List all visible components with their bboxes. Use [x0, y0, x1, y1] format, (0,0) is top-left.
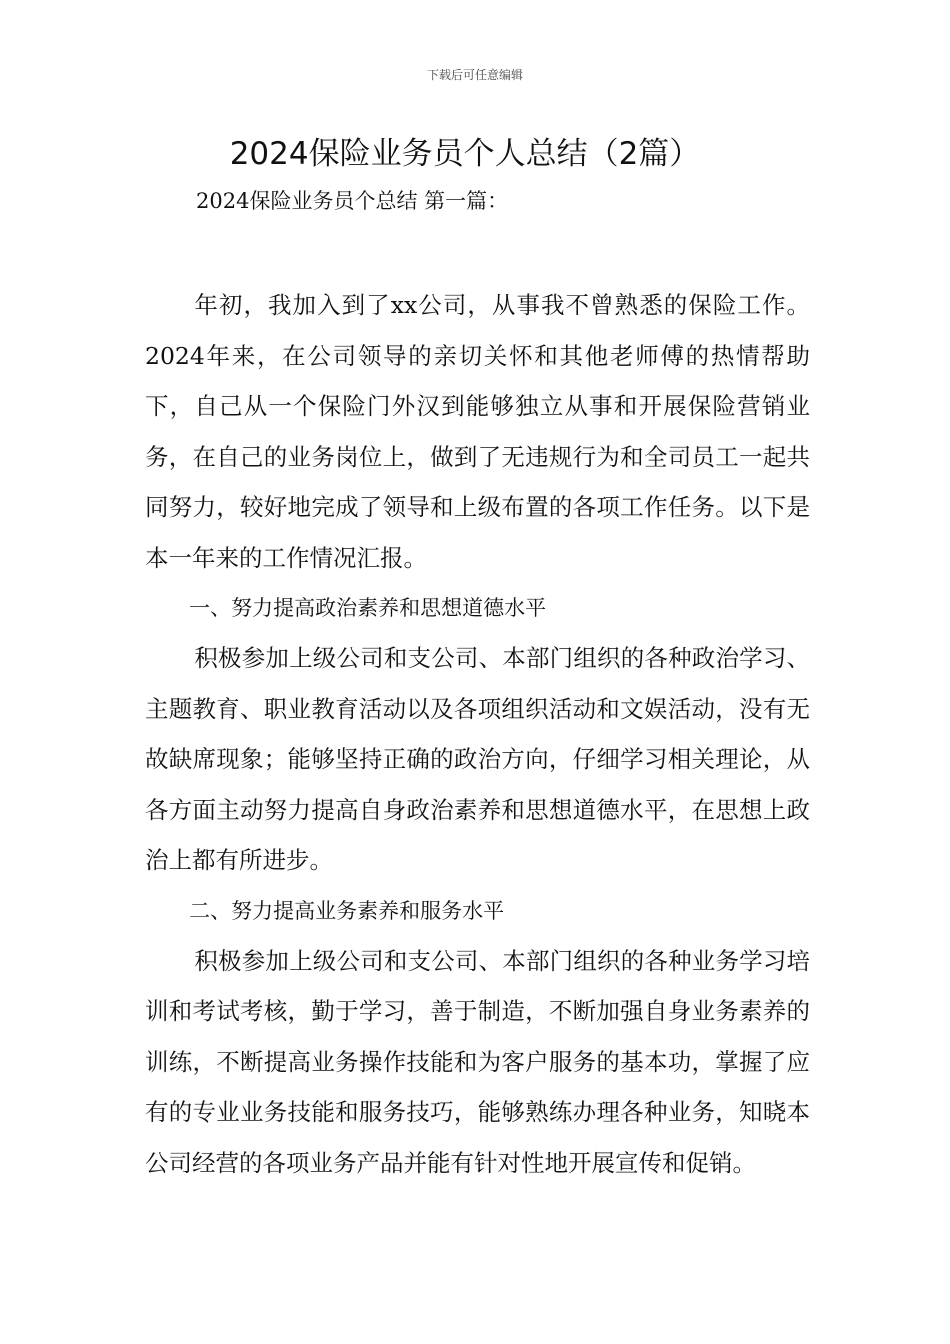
paragraph-intro: 年初，我加入到了xx公司，从事我不曾熟悉的保险工作。2024年来，在公司领导的亲切关怀和其他老师傅的热情帮助下，自己从一个保险门外汉到能够独立从事和开展保险营销业务，在自己的业务岗位上，做到了无违规行为和全司员工一起共同努力，较好地完成了领导和上级布置的各项工作任务。以下是本一年来的工作情况汇报。: [145, 291, 810, 572]
paragraph-section-2: 积极参加上级公司和支公司、本部门组织的各种业务学习培训和考试考核，勤于学习，善于制造，不断加强自身业务素养的训练，不断提高业务操作技能和为客户服务的基本功，掌握了应有的专业业务技能和服务技巧，能够熟练办理各种业务，知晓本公司经营的各项业务产品并能有针对性地开展宣传和促销。: [145, 946, 810, 1177]
header-note: 下载后可任意编辑: [426, 68, 523, 82]
document-title: 2024保险业务员个人总结（2篇）: [229, 136, 701, 172]
paragraph-section-1: 积极参加上级公司和支公司、本部门组织的各种政治学习、主题教育、职业教育活动以及各项组织活动和文娱活动，没有无故缺席现象；能够坚持正确的政治方向，仔细学习相关理论，从各方面主动努力提高自身政治素养和思想道德水平，在思想上政治上都有所进步。: [145, 644, 810, 874]
document-body: [145, 280, 810, 1188]
document-subtitle: 2024保险业务员个总结 第一篇：: [196, 189, 509, 213]
section-heading-2: 二、努力提高业务素养和服务水平: [189, 898, 505, 923]
section-heading-1: 一、努力提高政治素养和思想道德水平: [189, 596, 547, 620]
